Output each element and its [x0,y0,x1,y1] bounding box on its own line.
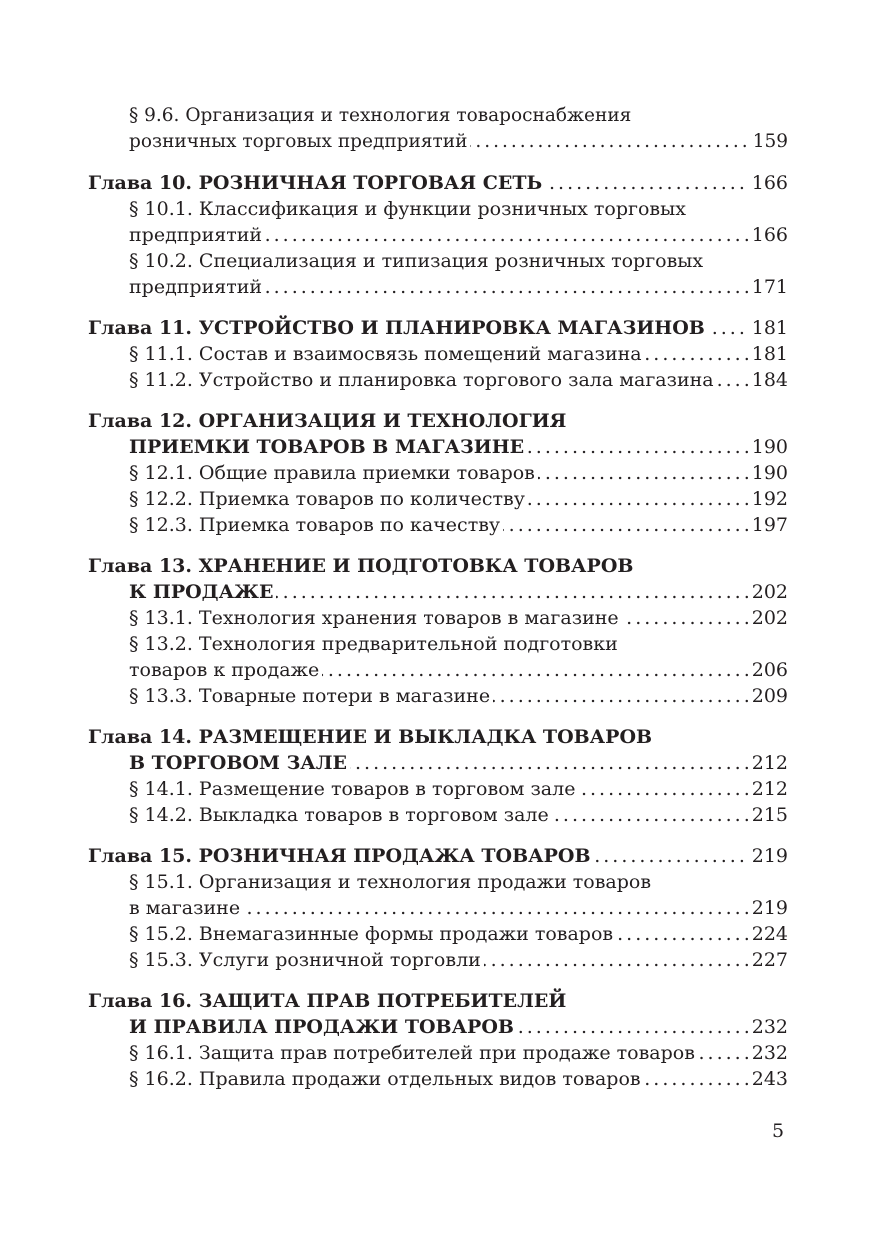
toc-entry-title: Глава 13. ХРАНЕНИЕ И ПОДГОТОВКА ТОВАРОВ [88,555,636,577]
toc-entry-title: Глава 14. РАЗМЕЩЕНИЕ И ВЫКЛАДКА ТОВАРОВ [88,726,655,748]
toc-page-number: 190 [749,434,788,460]
toc-entry-title: К ПРОДАЖЕ [129,581,276,603]
toc-entry [88,947,788,973]
toc-chapter-ch10 [88,170,788,300]
toc-page-number: 212 [749,776,788,802]
toc-entry-title: § 11.2. Устройство и планировка торгового зала магазина [129,369,717,391]
toc-page-number: 159 [750,129,788,155]
toc-page-number: 232 [749,1040,788,1066]
toc-entry-title: § 11.1. Состав и взаимосвязь помещений магазина [129,343,645,365]
toc-entry [88,129,788,155]
toc-chapter-heading [88,170,788,196]
toc-entry-title: предприятий [129,224,265,246]
toc-entry [88,802,788,828]
page-number: 5 [772,1120,785,1142]
toc-page-number: 219 [749,895,788,921]
toc-entry [88,895,788,921]
toc-page-number: 206 [749,657,788,683]
toc-entry-title: Глава 16. ЗАЩИТА ПРАВ ПОТРЕБИТЕЛЕЙ [88,990,569,1012]
toc-entry [88,274,788,300]
toc-page-number: 171 [749,274,788,300]
toc-chapter-9-6 [88,103,788,155]
toc-entry [88,1014,788,1040]
toc-page-number: 190 [749,460,788,486]
toc-entry [88,1040,788,1066]
toc-page-number: 184 [749,367,788,393]
toc-entry [88,486,788,512]
toc-page-number: 215 [749,802,788,828]
toc-page-number: 181 [749,315,788,341]
toc-entry-title: § 14.1. Размещение товаров в торговом зале [129,778,578,800]
toc-entry-title: § 12.1. Общие правила приемки товаров [129,462,538,484]
toc-page-number: 243 [749,1066,788,1092]
toc-entry [88,631,788,657]
toc-entry [88,248,788,274]
toc-entry [88,750,788,776]
toc-entry [88,579,788,605]
toc-page-number: 232 [749,1014,788,1040]
toc-entry [88,605,788,631]
toc-entry [88,1066,788,1092]
toc-entry [88,341,788,367]
toc-page-number: 227 [749,947,788,973]
toc-entry-title: § 13.3. Товарные потери в магазине [129,685,493,707]
toc-entry-title: § 10.1. Классификация и функции розничных торговых [129,198,689,220]
toc-chapter-heading [88,843,788,869]
toc-entry-title: розничных торговых предприятий [129,131,470,152]
toc-entry-title: § 12.2. Приемка товаров по количеству [129,488,528,510]
table-of-contents [88,103,788,1107]
toc-entry [88,196,788,222]
toc-entry-title: § 15.1. Организация и технология продажи товаров [129,871,654,893]
toc-entry-title: Глава 12. ОРГАНИЗАЦИЯ И ТЕХНОЛОГИЯ [88,410,569,432]
toc-chapter-heading [88,988,788,1014]
toc-entry-title: § 15.2. Внемагазинные формы продажи товаров [129,923,616,945]
toc-chapter-ch12 [88,408,788,538]
toc-chapter-ch11 [88,315,788,393]
toc-chapter-heading [88,408,788,434]
toc-chapter-heading [88,553,788,579]
toc-entry-title: предприятий [129,276,265,298]
toc-entry-title: Глава 10. РОЗНИЧНАЯ ТОРГОВАЯ СЕТЬ [88,172,545,194]
toc-page-number: 166 [749,222,788,248]
toc-entry [88,512,788,538]
toc-entry [88,460,788,486]
toc-chapter-ch13 [88,553,788,709]
toc-entry [88,222,788,248]
toc-entry-title: § 14.2. Выкладка товаров в торговом зале [129,804,552,826]
toc-entry [88,657,788,683]
toc-chapter-ch16 [88,988,788,1092]
toc-entry-title: ПРИЕМКИ ТОВАРОВ В МАГАЗИНЕ [129,436,527,458]
toc-chapter-ch14 [88,724,788,828]
toc-entry-title: § 10.2. Специализация и типизация розничных торговых [129,250,706,272]
toc-page-number: 209 [749,683,788,709]
toc-entry [88,869,788,895]
toc-entry-title: Глава 15. РОЗНИЧНАЯ ПРОДАЖА ТОВАРОВ [88,845,594,867]
toc-page-number: 212 [749,750,788,776]
toc-entry-title: § 15.3. Услуги розничной торговли [129,949,484,971]
toc-page-number: 224 [749,921,788,947]
toc-entry [88,921,788,947]
toc-entry-title: § 9.6. Организация и технология товароснабжения [129,105,634,126]
toc-page-number: 166 [749,170,788,196]
toc-page-number: 202 [749,579,788,605]
toc-page-number: 202 [749,605,788,631]
toc-entry [88,103,788,129]
toc-page-number: 181 [749,341,788,367]
toc-page-number: 197 [749,512,788,538]
toc-entry [88,776,788,802]
toc-entry [88,367,788,393]
toc-entry [88,434,788,460]
toc-entry-title: § 13.1. Технология хранения товаров в магазине [129,607,622,629]
toc-entry-title: § 12.3. Приемка товаров по качеству [129,514,503,536]
toc-entry-title: в магазине [129,897,243,919]
toc-page-number: 192 [749,486,788,512]
toc-chapter-heading [88,724,788,750]
toc-entry-title: § 13.2. Технология предварительной подготовки [129,633,621,655]
toc-chapter-ch15 [88,843,788,973]
toc-entry-title: § 16.1. Защита прав потребителей при продаже товаров [129,1042,698,1064]
toc-chapter-heading [88,315,788,341]
toc-page-number: 219 [749,843,788,869]
toc-entry-title: § 16.2. Правила продажи отдельных видов товаров [129,1068,644,1090]
toc-entry-title: Глава 11. УСТРОЙСТВО И ПЛАНИРОВКА МАГАЗИНОВ [88,317,708,339]
toc-entry-title: товаров к продаже [129,659,322,681]
toc-entry [88,683,788,709]
toc-entry-title: В ТОРГОВОМ ЗАЛЕ [129,752,350,774]
toc-entry-title: И ПРАВИЛА ПРОДАЖИ ТОВАРОВ [129,1016,517,1038]
